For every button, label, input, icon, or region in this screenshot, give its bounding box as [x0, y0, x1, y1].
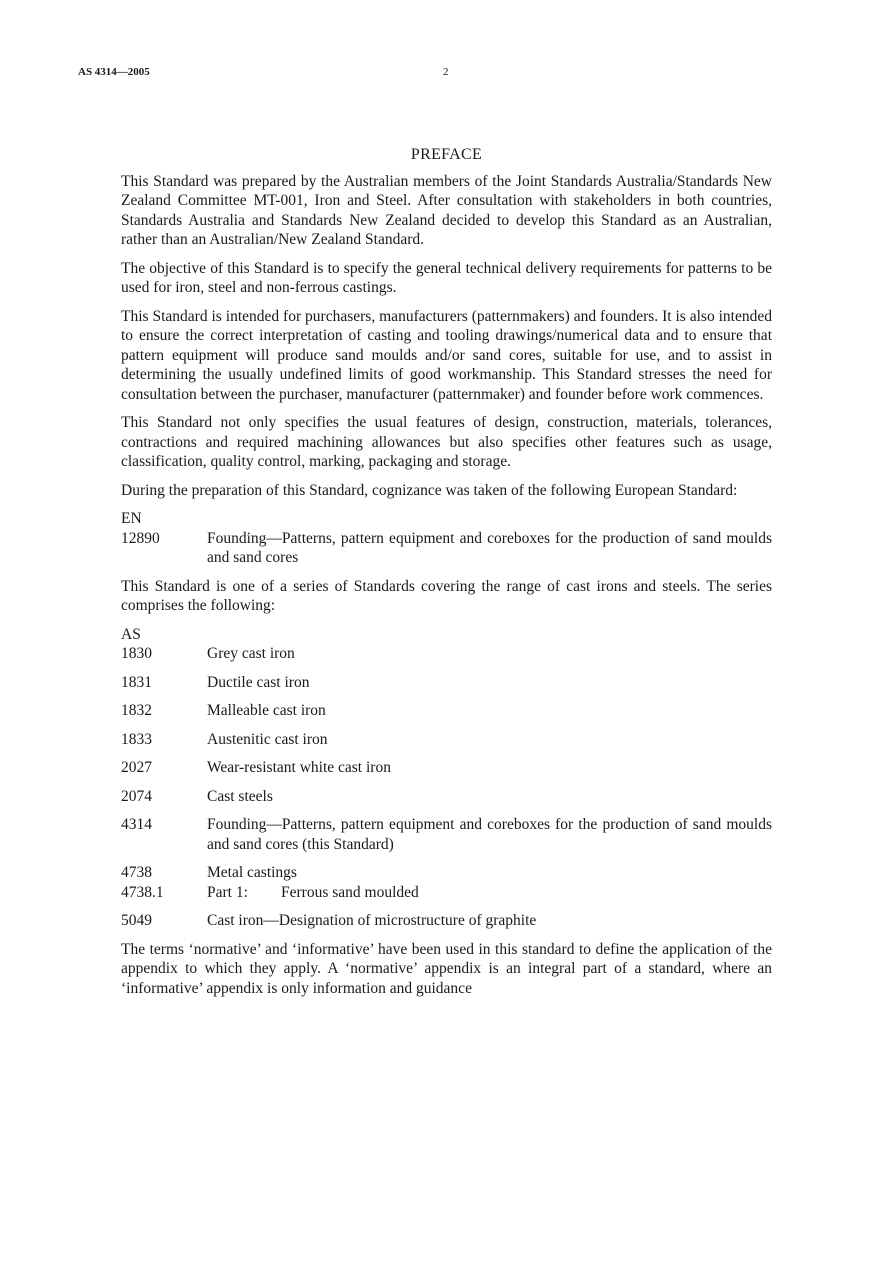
page-number: 2: [443, 66, 449, 78]
standard-title: Malleable cast iron: [207, 702, 326, 719]
paragraph-committee: This Standard was prepared by the Australian members of the Joint Standards Australia/Standards New Zealand Committee MT-001, Iron and Steel. After consultation with stakeholders in both countries, Standards Australia and Standards New Zealand decided to develop this Standard as an Australian, rather than an Australian/New Zealand Standard.: [121, 172, 772, 248]
standard-code: 12890: [121, 529, 160, 547]
standard-title: Grey cast iron: [207, 645, 295, 662]
standard-title: Founding—Patterns, pattern equipment and coreboxes for the production of sand moulds and sand cores: [207, 529, 772, 566]
list-item: [121, 815, 772, 854]
standard-code: 1830: [121, 645, 152, 662]
section-title: PREFACE: [410, 146, 483, 163]
as-standards-list: [121, 625, 772, 931]
list-item: [121, 701, 772, 721]
paragraph-series: This Standard is one of a series of Standards covering the range of cast irons and steels. The series comprises the following:: [121, 577, 772, 614]
standard-title: Ductile cast iron: [207, 673, 310, 691]
en-list-label: EN: [121, 510, 142, 527]
list-item: [121, 644, 772, 664]
en-standards-list: [121, 509, 772, 568]
list-item: [121, 883, 772, 903]
standard-code: 1832: [121, 702, 152, 719]
list-item: [121, 758, 772, 778]
paragraph-european-reference: During the preparation of this Standard, cognizance was taken of the following European Standard:: [121, 481, 738, 499]
standard-title: Founding—Patterns, pattern equipment and coreboxes for the production of sand moulds and sand cores (this Standard): [207, 816, 772, 853]
standard-code: 1833: [121, 730, 152, 748]
standard-title: [207, 883, 772, 903]
standard-title: Cast iron—Designation of microstructure of graphite: [207, 912, 537, 929]
list-item: [121, 787, 772, 807]
list-item: [121, 911, 772, 931]
preface-body: [121, 145, 772, 1007]
standard-title: Wear-resistant white cast iron: [207, 759, 391, 776]
part-label: Part 1:: [207, 883, 248, 901]
paragraph-objective: The objective of this Standard is to specify the general technical delivery requirements for patterns to be used for iron, steel and non-ferrous castings.: [121, 259, 772, 296]
list-item: [121, 529, 772, 568]
page-header: [78, 66, 818, 82]
standard-code: 4314: [121, 816, 152, 833]
paragraph-normative-informative: The terms ‘normative’ and ‘informative’ have been used in this standard to define the application of the appendix to which they apply. A ‘normative’ appendix is an integral part of a standard, where an ‘informative’ appendix is only information and guidance: [121, 940, 772, 997]
standard-code: 4738: [121, 864, 152, 881]
standard-title: Cast steels: [207, 787, 273, 805]
as-list-label: AS: [121, 625, 141, 643]
part-title: Ferrous sand moulded: [281, 883, 419, 901]
standard-code: 2074: [121, 787, 152, 805]
standard-code: 4738.1: [121, 883, 164, 901]
paragraph-intended-use: This Standard is intended for purchasers, manufacturers (patternmakers) and founders. It is also intended to ensure the correct interpretation of casting and tooling drawings/numerical data and to ensure that pattern equipment will produce sand moulds and/or sand cores, suitable for use, and to assist in determining the usually undefined limits of good workmanship. This Standard stresses the need for consultation between the purchaser, manufacturer (patternmaker) and founder before work commences.: [121, 307, 772, 403]
standard-title: Metal castings: [207, 864, 297, 881]
list-item: [121, 730, 772, 750]
list-item: [121, 673, 772, 693]
standard-code: 2027: [121, 759, 152, 776]
document-id: AS 4314—2005: [78, 66, 150, 78]
standard-title: Austenitic cast iron: [207, 730, 328, 748]
paragraph-scope: This Standard not only specifies the usual features of design, construction, materials, tolerances, contractions and required machining allowances but also specifies other features such as usage, classification, quality control, marking, packaging and storage.: [121, 414, 772, 470]
list-item: [121, 863, 772, 883]
standard-code: 1831: [121, 673, 152, 691]
standard-code: 5049: [121, 912, 152, 929]
